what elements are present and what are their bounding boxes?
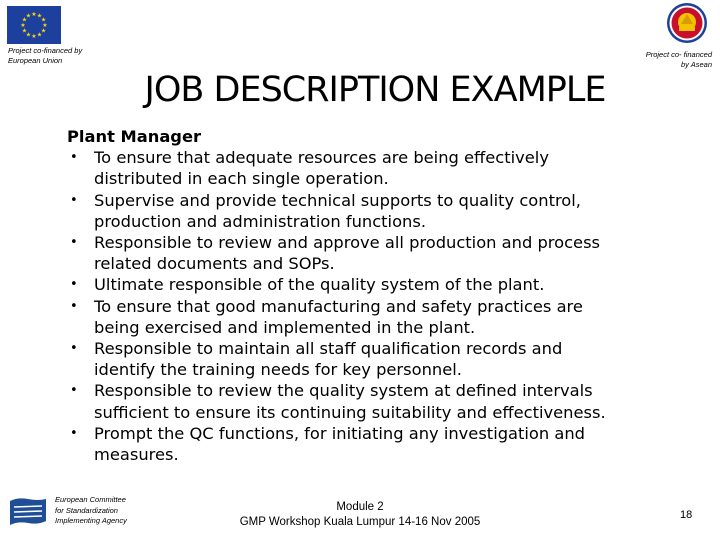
workshop-label: GMP Workshop Kuala Lumpur 14-16 Nov 2005 [239,516,481,528]
cen-caption-line: European Committee [55,495,126,504]
list-item-line: related documents and SOPs. [94,254,335,274]
list-item-line: Responsible to review the quality system at defined intervals [94,381,593,401]
job-description-content [67,126,667,465]
page-number: 18 [680,509,693,521]
list-item-line: To ensure that good manufacturing and safety practices are [94,296,583,316]
eu-star-icon: ★ [40,27,47,35]
list-item [67,232,667,274]
cen-caption [55,495,127,527]
asean-caption [646,50,712,70]
list-item-line: being exercised and implemented in the plant. [94,317,476,337]
cen-caption-line: Implementing Agency [55,516,127,525]
bullet-icon: • [70,277,78,293]
eu-star-icon: ★ [40,16,47,24]
bullet-icon: • [70,150,78,166]
eu-star-icon: ★ [25,31,32,39]
eu-caption [8,46,82,66]
asean-logo-icon [666,2,708,44]
eu-star-icon: ★ [31,11,37,19]
list-item [67,338,667,380]
eu-star-icon: ★ [36,31,43,39]
bullet-icon: • [70,298,78,314]
bullet-icon: • [70,235,78,251]
list-item-line: To ensure that adequate resources are being effectively [94,148,549,168]
eu-star-icon: ★ [25,12,32,20]
bullet-icon: • [70,383,78,399]
list-item-line: Responsible to review and approve all production and process [94,233,601,253]
role-subtitle: Plant Manager [67,127,202,146]
eu-star-icon: ★ [20,22,26,30]
page-title: JOB DESCRIPTION EXAMPLE [144,70,606,110]
eu-star-icon: ★ [21,16,28,24]
bullet-icon: • [70,192,78,208]
list-item [67,296,667,338]
eu-star-icon: ★ [42,22,48,30]
eu-star-icon: ★ [31,33,37,41]
list-item-line: Prompt the QC functions, for initiating any investigation and [94,423,586,443]
bullet-icon: • [70,341,78,357]
list-item-line: Ultimate responsible of the quality system of the plant. [94,275,545,295]
list-item-line: measures. [94,445,179,465]
list-item-line: identify the training needs for key personnel. [94,360,462,380]
eu-caption-line: European Union [8,56,63,65]
list-item [67,380,667,422]
module-label: Module 2 [336,501,384,513]
list-item-line: sufficient to ensure its continuing suitability and effectiveness. [94,402,606,422]
eu-star-icon: ★ [21,27,28,35]
list-item [67,274,667,295]
asean-caption-line: Project co- financed [645,50,712,59]
eu-flag-icon [7,6,61,44]
eu-star-icon: ★ [36,12,43,20]
eu-caption-line: Project co-financed by [8,46,83,55]
list-item-line: distributed in each single operation. [94,169,389,189]
list-item [67,190,667,232]
bullet-icon: • [70,425,78,441]
cen-caption-line: for Standardization [55,505,118,515]
cen-logo-icon [8,497,48,527]
list-item [67,423,667,465]
list-item-line: production and administration functions. [94,211,427,231]
list-item-line: Responsible to maintain all staff qualification records and [94,339,563,359]
asean-caption-line: by Asean [681,60,712,69]
footer-center [210,500,510,530]
responsibility-list [67,147,667,465]
list-item [67,147,667,189]
list-item-line: Supervise and provide technical supports to quality control, [94,190,581,210]
